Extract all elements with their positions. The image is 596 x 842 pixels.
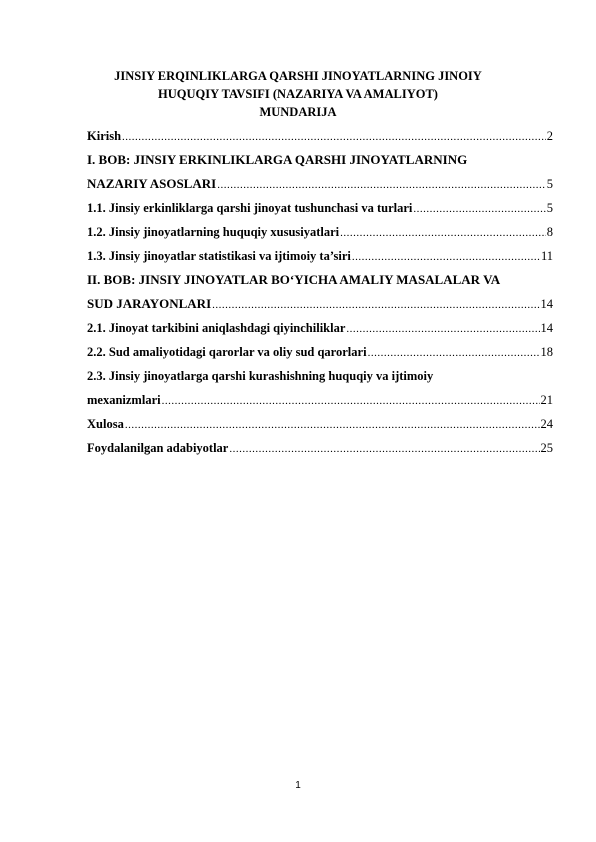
contents-heading: MUNDARIJA bbox=[259, 105, 337, 119]
toc-leader-dots bbox=[125, 417, 540, 433]
toc-leader-dots bbox=[340, 225, 546, 241]
toc-entry-label: NAZARIY ASOSLARI bbox=[87, 176, 217, 191]
toc-entry-label: 2.1. Jinoyat tarkibini aniqlashdagi qiyinchiliklar bbox=[87, 321, 346, 335]
document-title-line-2: HUQUQIY TAVSIFI (NAZARIYA VA AMALIYOT) bbox=[158, 87, 438, 101]
toc-entry-chapter-2-line-1[interactable] bbox=[87, 272, 553, 288]
toc-entry-label: SUD JARAYONLARI bbox=[87, 296, 212, 311]
toc-entry-1-3[interactable] bbox=[87, 248, 553, 264]
toc-entry-1-2[interactable] bbox=[87, 224, 553, 240]
toc-entry-label: Kirish bbox=[87, 129, 122, 143]
toc-entry-page: 21 bbox=[540, 393, 553, 407]
toc-entry-label: mexanizmlari bbox=[87, 393, 161, 407]
toc-entry-kirish[interactable] bbox=[87, 128, 553, 144]
toc-leader-dots bbox=[229, 441, 539, 457]
toc-entry-xulosa[interactable] bbox=[87, 416, 553, 432]
toc-leader-dots bbox=[346, 321, 539, 337]
toc-entry-2-2[interactable] bbox=[87, 344, 553, 360]
toc-leader-dots bbox=[413, 201, 545, 217]
toc-entry-chapter-1[interactable] bbox=[87, 176, 553, 192]
toc-entry-page: 24 bbox=[540, 417, 553, 431]
toc-entry-page: 5 bbox=[546, 201, 553, 215]
toc-entry-page: 8 bbox=[546, 225, 553, 239]
page-number: 1 bbox=[295, 780, 301, 791]
toc-leader-dots bbox=[162, 393, 540, 409]
toc-entry-references[interactable] bbox=[87, 440, 553, 456]
toc-entry-2-3-line-1[interactable] bbox=[87, 368, 553, 384]
toc-entry-2-1[interactable] bbox=[87, 320, 553, 336]
toc-entry-2-3[interactable] bbox=[87, 392, 553, 408]
toc-leader-dots bbox=[217, 177, 546, 193]
toc-entry-label: 1.1. Jinsiy erkinliklarga qarshi jinoyat tushunchasi va turlari bbox=[87, 201, 413, 215]
toc-entry-page: 25 bbox=[540, 441, 553, 455]
toc-entry-label: 2.3. Jinsiy jinoyatlarga qarshi kurashishning huquqiy va ijtimoiy bbox=[87, 369, 434, 383]
toc-entry-label: 1.3. Jinsiy jinoyatlar statistikasi va ijtimoiy ta’siri bbox=[87, 249, 351, 263]
toc-entry-page: 18 bbox=[540, 345, 553, 359]
toc-entry-1-1[interactable] bbox=[87, 200, 553, 216]
toc-entry-page: 11 bbox=[540, 249, 553, 263]
toc-entry-label: Foydalanilgan adabiyotlar bbox=[87, 441, 229, 455]
document-title-line-1: JINSIY ERQINLIKLARGA QARSHI JINOYATLARNING JINOIY bbox=[114, 69, 482, 83]
toc-entry-page: 14 bbox=[540, 297, 553, 311]
toc-leader-dots bbox=[352, 249, 540, 265]
toc-entry-label: 1.2. Jinsiy jinoyatlarning huquqiy xususiyatlari bbox=[87, 225, 340, 239]
toc-entry-label: 2.2. Sud amaliyotidagi qarorlar va oliy sud qarorlari bbox=[87, 345, 367, 359]
toc-entry-chapter-2[interactable] bbox=[87, 296, 553, 312]
toc-leader-dots bbox=[122, 129, 546, 145]
toc-entry-page: 14 bbox=[540, 321, 553, 335]
toc-leader-dots bbox=[368, 345, 540, 361]
toc-entry-chapter-1-line-1[interactable] bbox=[87, 152, 553, 168]
toc-leader-dots bbox=[212, 297, 539, 313]
toc-entry-label: I. BOB: JINSIY ERKINLIKLARGA QARSHI JINOYATLARNING bbox=[87, 152, 468, 167]
toc-entry-label: Xulosa bbox=[87, 417, 124, 431]
toc-entry-page: 5 bbox=[546, 177, 553, 191]
toc-entry-label: II. BOB: JINSIY JINOYATLAR BO‘YICHA AMALIY MASALALAR VA bbox=[87, 272, 501, 287]
toc-entry-page: 2 bbox=[546, 129, 553, 143]
